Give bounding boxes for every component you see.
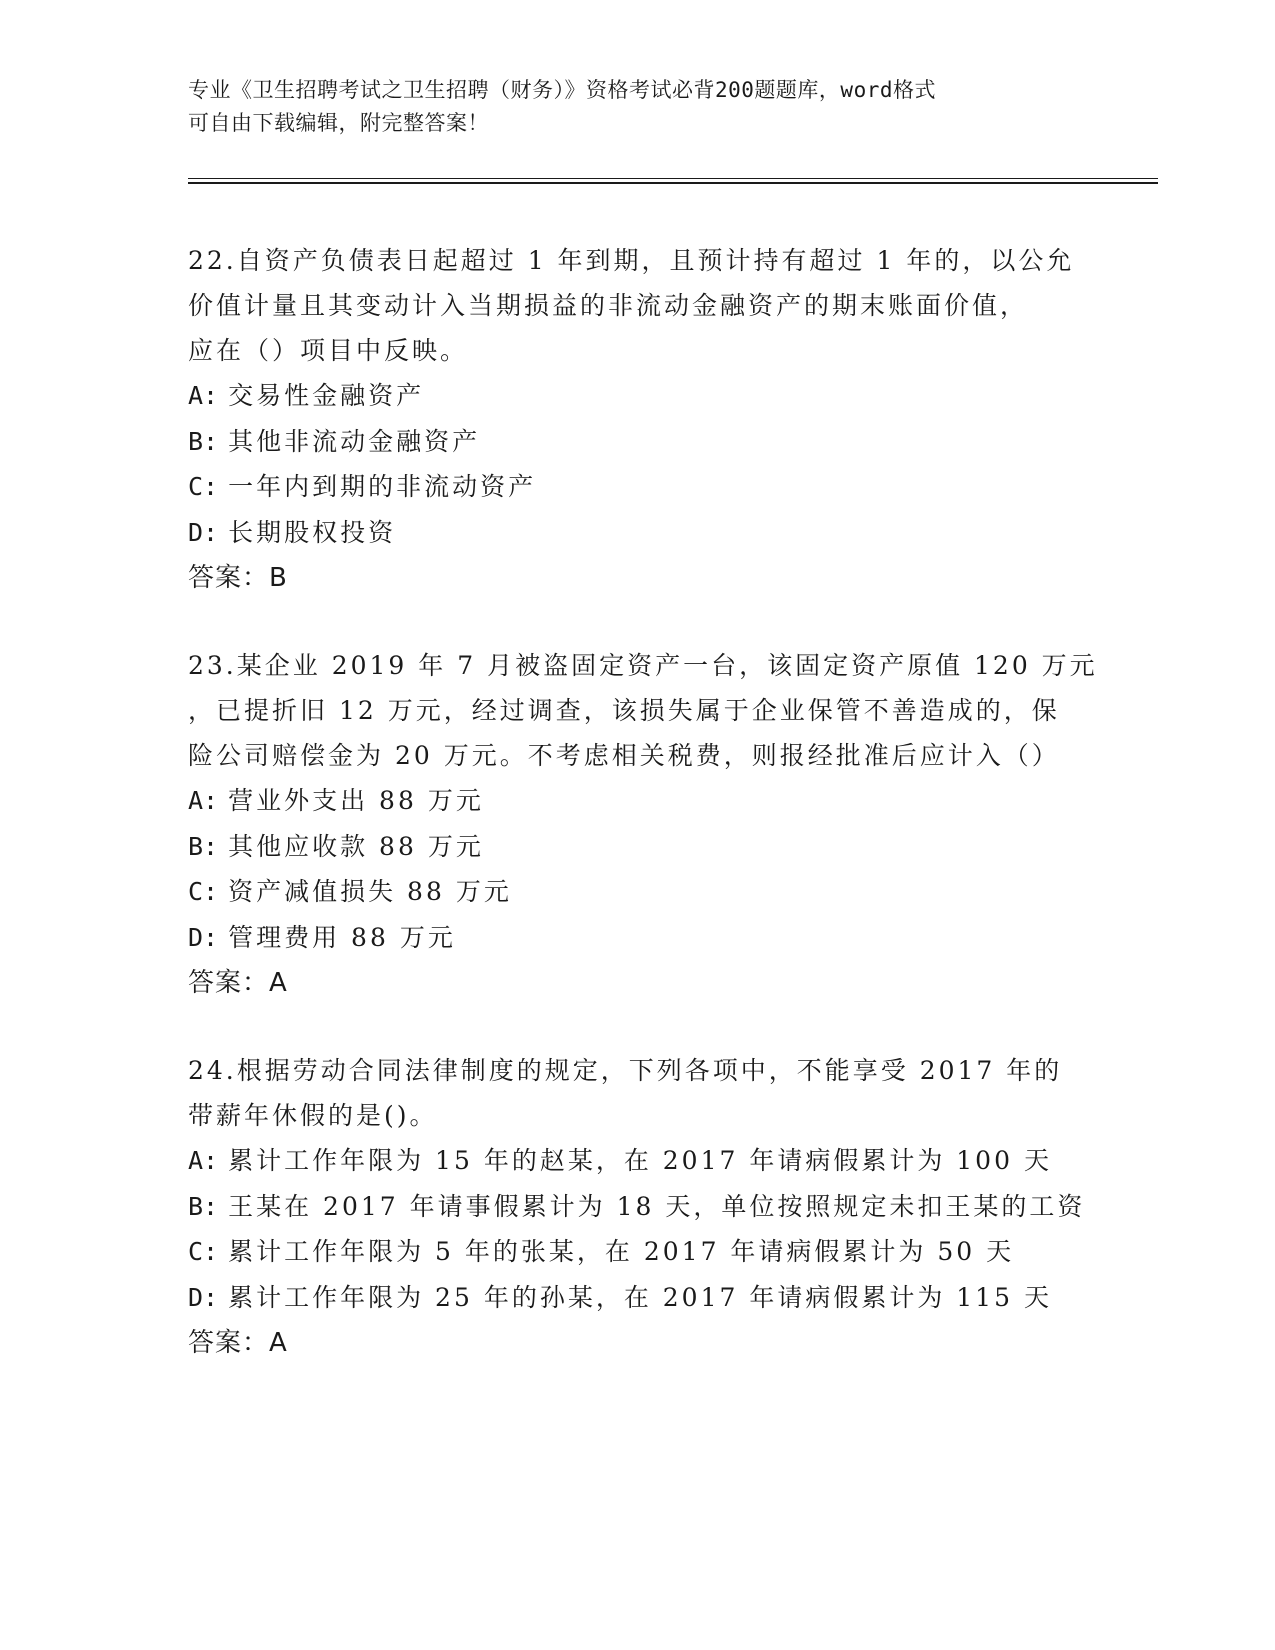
question-stem-line: 24.根据劳动合同法律制度的规定，下列各项中，不能享受 2017 年的 <box>188 1056 1063 1085</box>
option-text: 其他应收款 88 万元 <box>228 831 484 861</box>
option-letter: A: <box>188 786 219 815</box>
option-text: 营业外支出 88 万元 <box>228 786 484 815</box>
option-a <box>188 778 1088 824</box>
option-b <box>188 419 1088 465</box>
option-text: 累计工作年限为 25 年的孙某，在 2017 年请病假累计为 115 天 <box>228 1282 1052 1312</box>
answer-line: 答案：A <box>188 1328 288 1358</box>
option-c <box>188 464 1088 510</box>
option-d <box>188 510 1088 556</box>
question-23 <box>188 643 1098 1006</box>
option-a <box>188 373 1088 419</box>
option-letter: A: <box>188 1146 219 1175</box>
option-text: 累计工作年限为 5 年的张某，在 2017 年请病假累计为 50 天 <box>228 1237 1015 1266</box>
header-line-1: 专业《卫生招聘考试之卫生招聘（财务）》资格考试必背200题题库，word格式 <box>188 78 936 102</box>
question-stem-line: 险公司赔偿金为 20 万元。不考虑相关税费，则报经批准后应计入（） <box>188 741 1060 770</box>
option-c <box>188 869 1088 915</box>
document-header <box>188 74 1088 140</box>
option-text: 资产减值损失 88 万元 <box>228 877 512 906</box>
option-letter: C: <box>188 1237 219 1266</box>
option-b <box>188 824 1088 870</box>
option-letter: D: <box>188 517 219 547</box>
question-stem-line: ，已提折旧 12 万元，经过调查，该损失属于企业保管不善造成的，保 <box>188 696 1060 725</box>
question-stem-line: 带薪年休假的是()。 <box>188 1101 438 1130</box>
option-letter: A: <box>188 381 219 410</box>
answer-line: 答案：B <box>188 563 288 593</box>
option-text: 一年内到期的非流动资产 <box>228 472 537 501</box>
option-a <box>188 1138 1088 1184</box>
header-line-2: 可自由下载编辑，附完整答案！ <box>188 111 489 135</box>
option-d <box>188 915 1088 961</box>
question-stem-line: 应在（）项目中反映。 <box>188 336 469 365</box>
option-text: 交易性金融资产 <box>228 381 425 410</box>
option-letter: D: <box>188 922 219 952</box>
option-letter: B: <box>188 1191 219 1221</box>
question-stem-line: 22.自资产负债表日起超过 1 年到期，且预计持有超过 1 年的，以公允 <box>188 246 1075 275</box>
option-text: 累计工作年限为 15 年的赵某，在 2017 年请病假累计为 100 天 <box>228 1146 1052 1175</box>
question-stem-line: 23.某企业 2019 年 7 月被盗固定资产一台，该固定资产原值 120 万元 <box>188 651 1098 680</box>
question-list <box>188 238 1098 1408</box>
option-text: 管理费用 88 万元 <box>228 922 456 952</box>
question-24 <box>188 1048 1088 1366</box>
option-b <box>188 1184 1088 1230</box>
header-divider-bottom <box>188 182 1158 184</box>
option-c <box>188 1229 1088 1275</box>
option-letter: D: <box>188 1282 219 1312</box>
question-stem-line: 价值计量且其变动计入当期损益的非流动金融资产的期末账面价值， <box>188 291 1029 320</box>
option-letter: C: <box>188 877 219 906</box>
option-text: 长期股权投资 <box>228 517 397 547</box>
header-divider-top <box>188 178 1158 179</box>
option-letter: B: <box>188 831 219 861</box>
option-d <box>188 1275 1088 1321</box>
option-letter: B: <box>188 426 219 456</box>
option-text: 其他非流动金融资产 <box>228 426 481 456</box>
option-letter: C: <box>188 472 219 501</box>
question-22 <box>188 238 1088 601</box>
answer-line: 答案：A <box>188 968 288 998</box>
option-text: 王某在 2017 年请事假累计为 18 天，单位按照规定未扣王某的工资 <box>228 1191 1086 1221</box>
